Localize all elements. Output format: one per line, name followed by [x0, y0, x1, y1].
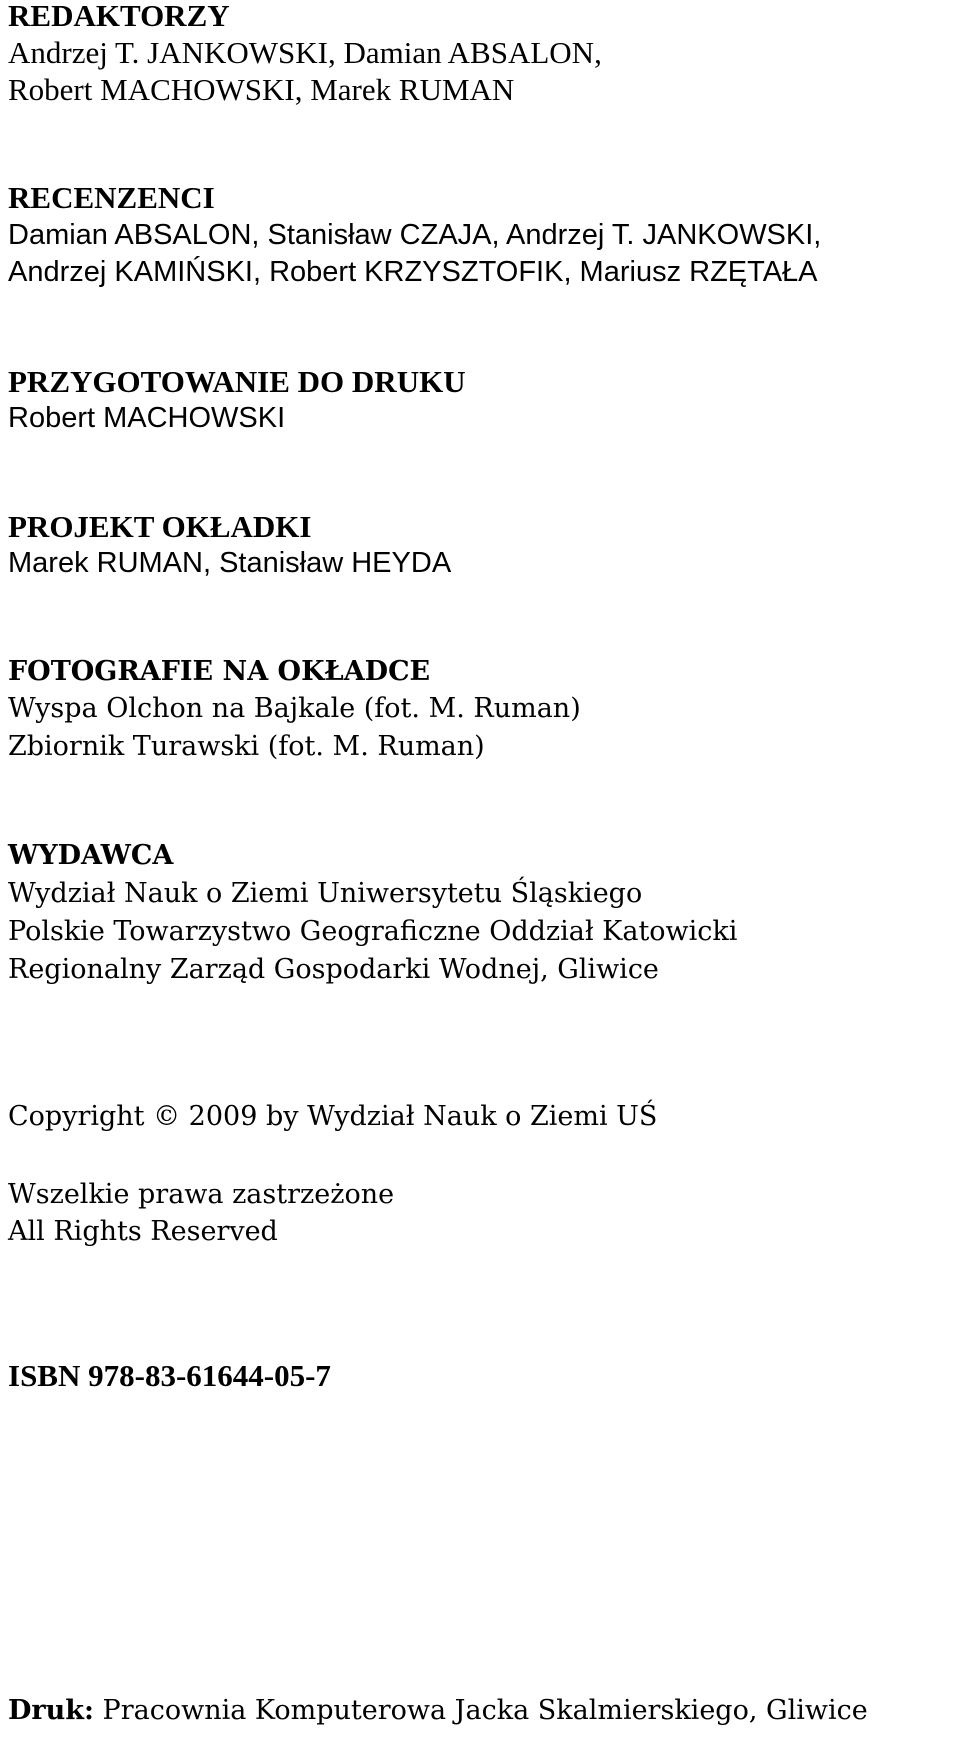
rights-line-2: All Rights Reserved — [8, 1216, 278, 1247]
publisher-line-2: Polskie Towarzystwo Geograficzne Oddział Katowicki — [8, 916, 738, 947]
editors-heading: REDAKTORZY — [8, 0, 230, 33]
publisher-line-3: Regionalny Zarząd Gospodarki Wodnej, Gliwice — [8, 954, 659, 985]
publisher-line-1: Wydział Nauk o Ziemi Uniwersytetu Śląskiego — [8, 878, 643, 909]
reviewers-line-2: Andrzej KAMIŃSKI, Robert KRZYSZTOFIK, Mariusz RZĘTAŁA — [8, 256, 818, 288]
editors-line-2: Robert MACHOWSKI, Marek RUMAN — [8, 72, 515, 107]
prepress-heading: PRZYGOTOWANIE DO DRUKU — [8, 364, 466, 399]
cover-photos-heading: FOTOGRAFIE NA OKŁADCE — [8, 656, 431, 687]
editors-line-1: Andrzej T. JANKOWSKI, Damian ABSALON, — [8, 35, 602, 70]
reviewers-line-1: Damian ABSALON, Stanisław CZAJA, Andrzej T. JANKOWSKI, — [8, 219, 822, 251]
cover-photos-line-2: Zbiornik Turawski (fot. M. Ruman) — [8, 731, 485, 762]
cover-photos-line-1: Wyspa Olchon na Bajkale (fot. M. Ruman) — [8, 693, 581, 724]
publisher-heading: WYDAWCA — [8, 840, 174, 871]
rights-line-1: Wszelkie prawa zastrzeżone — [8, 1179, 395, 1210]
reviewers-heading: RECENZENCI — [8, 180, 215, 215]
cover-design-heading: PROJEKT OKŁADKI — [8, 509, 312, 544]
copyright-line: Copyright © 2009 by Wydział Nauk o Ziemi UŚ — [8, 1101, 658, 1132]
isbn-text: ISBN 978-83-61644-05-7 — [8, 1358, 331, 1393]
cover-design-line-1: Marek RUMAN, Stanisław HEYDA — [8, 547, 452, 579]
prepress-line-1: Robert MACHOWSKI — [8, 402, 286, 434]
print-line — [8, 1697, 868, 1724]
print-label: Druk: — [8, 1695, 94, 1726]
print-value: Pracownia Komputerowa Jacka Skalmierskiego, Gliwice — [102, 1695, 868, 1726]
